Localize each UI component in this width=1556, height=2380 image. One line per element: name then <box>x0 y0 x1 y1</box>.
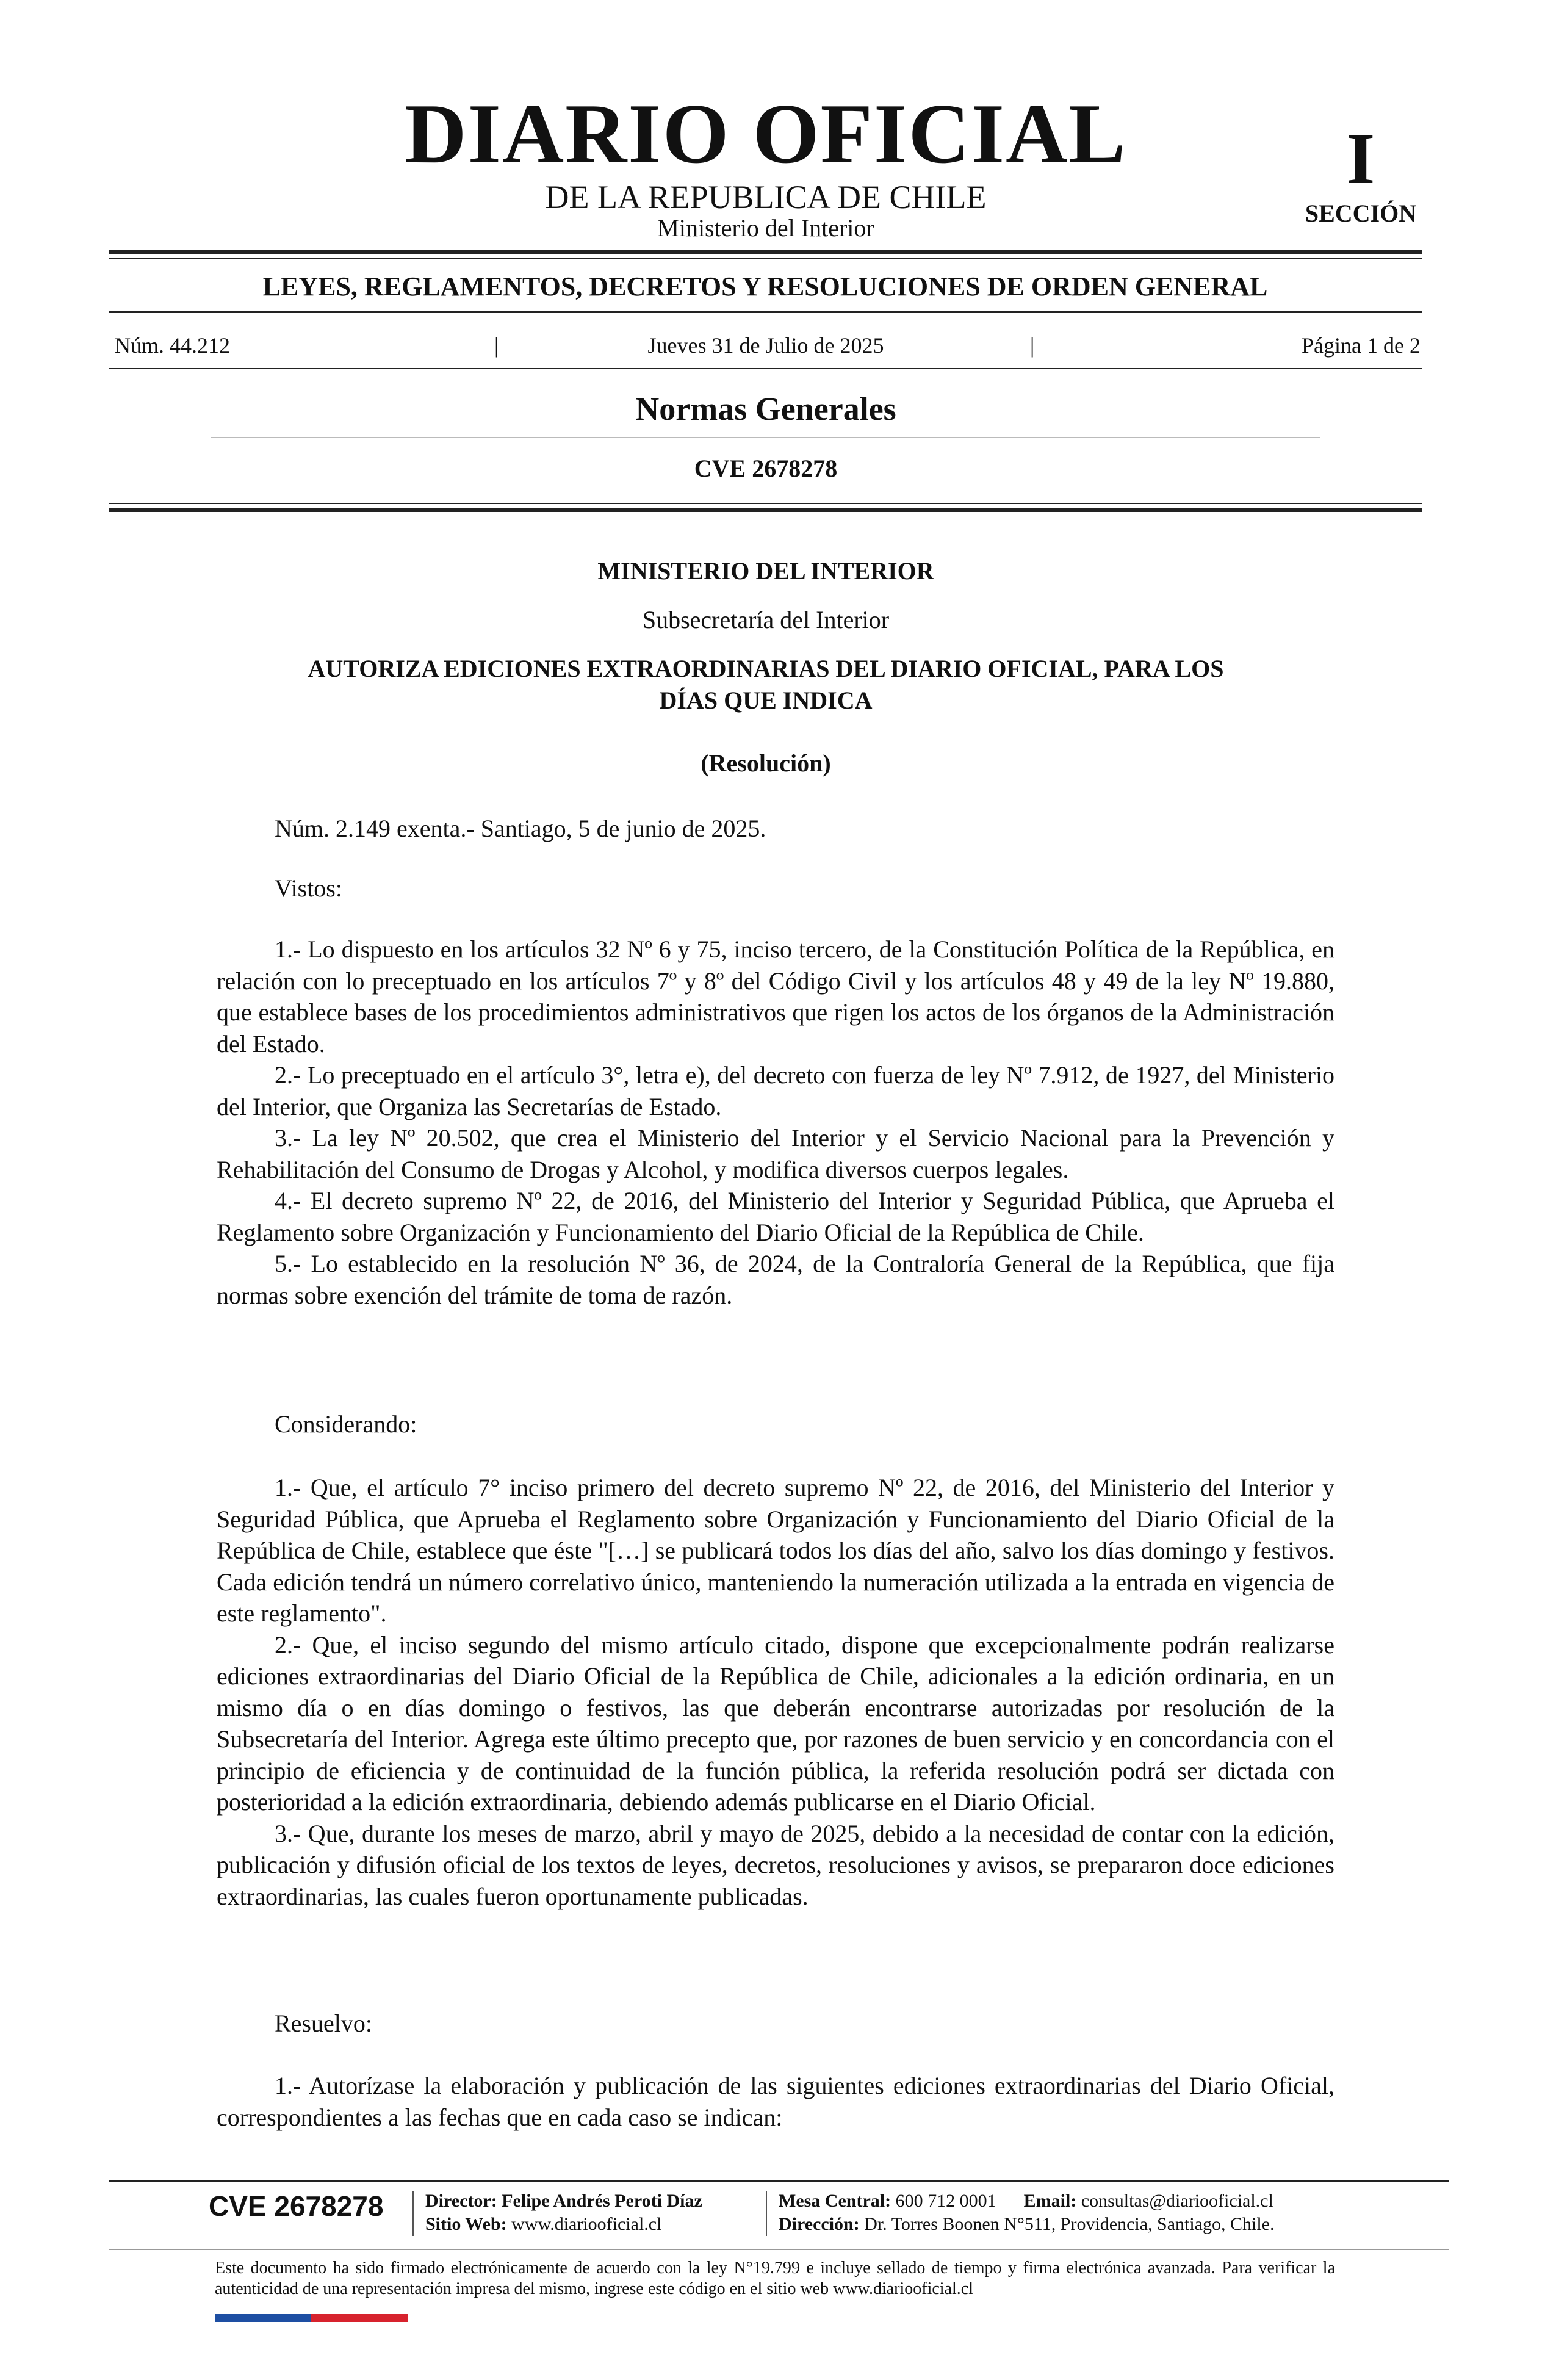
masthead-rule-thin <box>109 258 1422 259</box>
footer-rule-thin <box>109 2249 1449 2250</box>
vistos-list <box>217 934 1334 1311</box>
brand-bar-blue <box>215 2314 311 2322</box>
resuelvo-heading: Resuelvo: <box>275 2010 372 2037</box>
phone-value: 600 712 0001 <box>895 2191 996 2211</box>
director-name: Felipe Andrés Peroti Díaz <box>502 2191 702 2211</box>
brand-bar-red <box>311 2314 408 2322</box>
document-ministry: MINISTERIO DEL INTERIOR <box>597 557 934 585</box>
footer-divider <box>766 2191 767 2236</box>
footer-rule <box>109 2180 1449 2182</box>
issue-separator: | <box>1030 333 1035 358</box>
considerando-heading: Considerando: <box>275 1410 417 1438</box>
issue-page: Página 1 de 2 <box>1302 333 1421 358</box>
section-label: SECCIÓN <box>1305 200 1417 227</box>
phone-label: Mesa Central: <box>779 2191 891 2211</box>
vistos-item: 4.- El decreto supremo Nº 22, de 2016, del Ministerio del Interior y Seguridad Pública, que Aprueba el Reglamento sobre Organización y Funcionamiento del Diario Oficial de la República de Chile. <box>217 1187 1334 1246</box>
vistos-item: 3.- La ley Nº 20.502, que crea el Ministerio del Interior y el Servicio Nacional para la Prevención y Rehabilitación del Consumo de Drogas y Alcohol, y modifica diversos cuerpos legales. <box>217 1124 1334 1183</box>
document-subsecretary: Subsecretaría del Interior <box>642 606 890 633</box>
considerando-list <box>217 1472 1334 1912</box>
considerando-item: 1.- Que, el artículo 7° inciso primero del decreto supremo Nº 22, de 2016, del Ministerio del Interior y Seguridad Pública, que Aprueba el Reglamento sobre Organización y Funcionamiento del Diario Oficial de la República de Chile, establece que éste "[…] se publicará todos los días del año, salvo los días domingo y festivos. Cada edición tendrá un número correlativo único, manteniendo la numeración utilizada a la entrada en vigencia de este reglamento". <box>217 1474 1334 1627</box>
issue-date: Jueves 31 de Julio de 2025 <box>647 333 884 358</box>
document-title-line: DÍAS QUE INDICA <box>659 686 873 714</box>
section-heading: Normas Generales <box>635 391 896 427</box>
issue-rule-bottom <box>109 368 1422 369</box>
vistos-item: 5.- Lo establecido en la resolución Nº 36, de 2024, de la Contraloría General de la República, que fija normas sobre exención del trámite de toma de razón. <box>217 1250 1334 1309</box>
document-title-line: AUTORIZA EDICIONES EXTRAORDINARIAS DEL DIARIO OFICIAL, PARA LOS <box>308 655 1224 682</box>
masthead-title: DIARIO OFICIAL <box>405 87 1127 181</box>
issue-separator: | <box>494 333 499 358</box>
resolution-number-line: Núm. 2.149 exenta.- Santiago, 5 de junio de 2025. <box>275 815 766 842</box>
footer-cve: CVE 2678278 <box>209 2190 384 2222</box>
resuelvo-item: 1.- Autorízase la elaboración y publicación de las siguientes ediciones extraordinarias del Diario Oficial, correspondientes a las fechas que en cada caso se indican: <box>217 2072 1334 2131</box>
address-label: Dirección: <box>779 2214 860 2234</box>
content-rule-thick <box>109 508 1422 512</box>
vistos-item: 1.- Lo dispuesto en los artículos 32 Nº 6 y 75, inciso tercero, de la Constitución Política de la República, en relación con lo preceptuado en los artículos 7º y 8º del Código Civil y los artículos 48 y 49 de la ley Nº 19.880, que establece bases de los procedimientos administrativos que rigen los actos de los órganos de la Administración del Estado. <box>217 936 1334 1058</box>
email-link[interactable]: consultas@diariooficial.cl <box>1081 2191 1273 2211</box>
cve-heading: CVE 2678278 <box>694 455 838 482</box>
masthead-rule-thick <box>109 250 1422 254</box>
section-underline <box>211 437 1320 438</box>
website-link[interactable]: www.diariooficial.cl <box>511 2214 662 2234</box>
footer-contact-block <box>779 2190 1275 2236</box>
address-value: Dr. Torres Boonen N°511, Providencia, Santiago, Chile. <box>864 2214 1275 2234</box>
resuelvo-list <box>217 2070 1334 2133</box>
considerando-item: 2.- Que, el inciso segundo del mismo artículo citado, dispone que excepcionalmente podrán realizarse ediciones extraordinarias del Diario Oficial de la República de Chile, adicionales a la edición ordinaria, en un mismo día o en días domingo o festivos, las que deberán encontrarse autorizadas por resolución de la Subsecretaría del Interior. Agrega este último precepto que, por razones de buen servicio y en concordancia con el principio de eficiencia y de continuidad de la función pública, la referida resolución podrá ser dictada con posterioridad a la edición extraordinaria, debiendo además publicarse en el Diario Oficial. <box>217 1631 1334 1816</box>
masthead-subtitle: DE LA REPUBLICA DE CHILE <box>545 179 987 215</box>
issue-rule-top <box>109 311 1422 313</box>
banner-title: LEYES, REGLAMENTOS, DECRETOS Y RESOLUCIONES DE ORDEN GENERAL <box>262 272 1268 301</box>
document-type: (Resolución) <box>701 749 831 777</box>
footer-divider <box>412 2191 414 2236</box>
issue-number: Núm. 44.212 <box>115 333 230 358</box>
website-label: Sitio Web: <box>425 2214 507 2234</box>
vistos-item: 2.- Lo preceptuado en el artículo 3°, letra e), del decreto con fuerza de ley Nº 7.912, de 1927, del Ministerio del Interior, que Organiza las Secretarías de Estado. <box>217 1061 1334 1120</box>
brand-color-bar <box>215 2314 408 2322</box>
signature-note: Este documento ha sido firmado electrónicamente de acuerdo con la ley N°19.799 e incluye sellado de tiempo y firma electrónica avanzada. Para verificar la autenticidad de una representación impresa del mismo, ingrese este código en el sitio web www.diariooficial.cl <box>215 2259 1335 2298</box>
director-label: Director: <box>425 2191 497 2211</box>
content-rule-thin <box>109 503 1422 504</box>
section-number: I <box>1346 118 1375 199</box>
email-label: Email: <box>1023 2191 1077 2211</box>
document-title <box>214 653 1318 716</box>
considerando-item: 3.- Que, durante los meses de marzo, abril y mayo de 2025, debido a la necesidad de contar con la edición, publicación y difusión oficial de los textos de leyes, decretos, resoluciones y avisos, se prepararon doce ediciones extraordinarias, las cuales fueron oportunamente publicadas. <box>217 1819 1334 1910</box>
footer-director-block <box>425 2190 702 2236</box>
masthead-ministry: Ministerio del Interior <box>657 214 874 242</box>
vistos-heading: Vistos: <box>275 874 342 902</box>
